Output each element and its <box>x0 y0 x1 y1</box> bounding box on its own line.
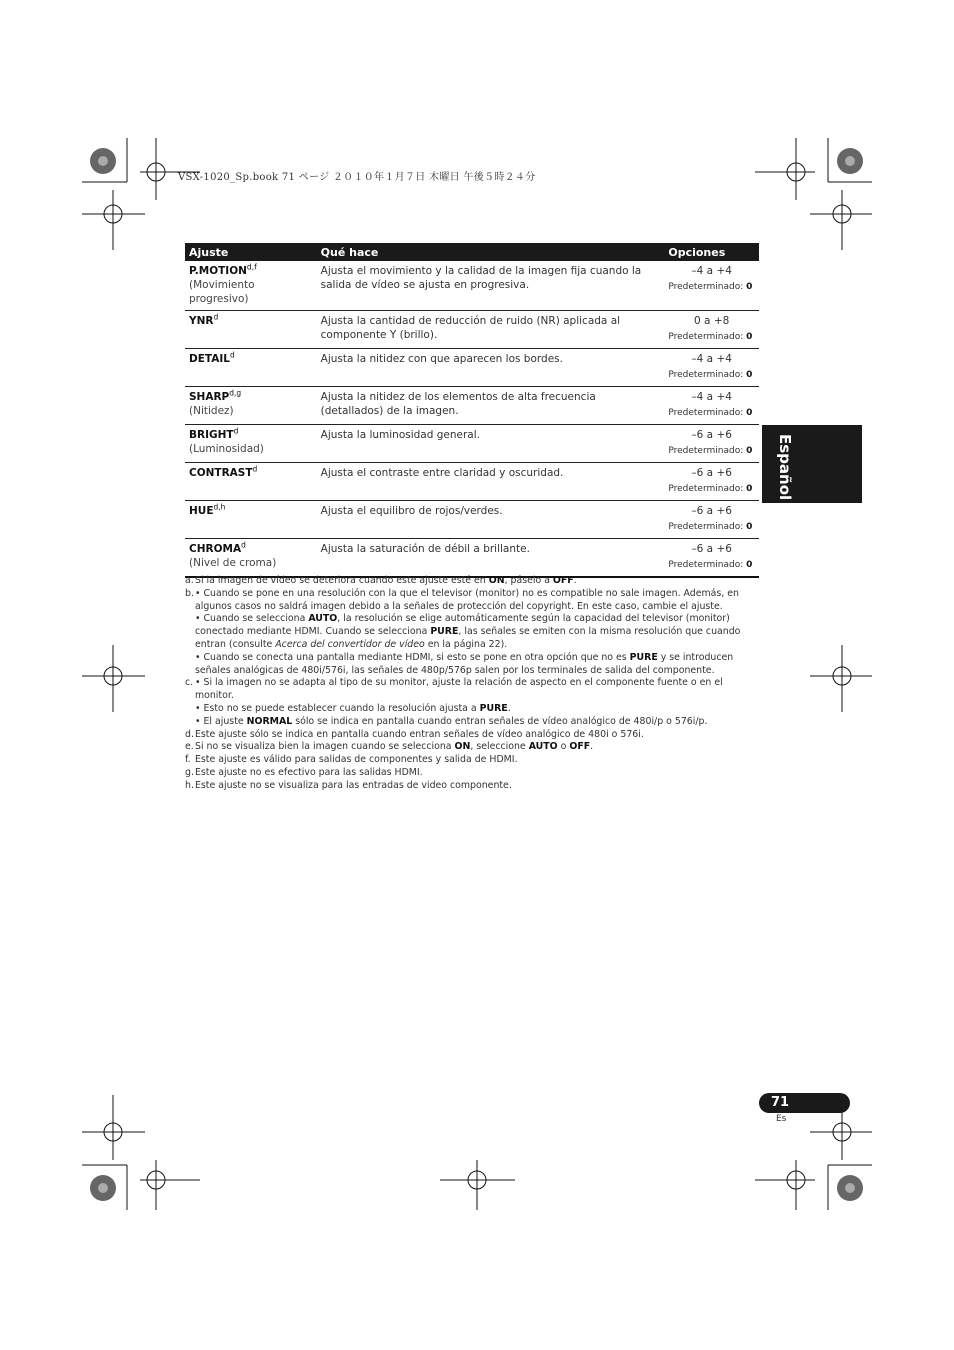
footnote-d: d. Este ajuste sólo se indica en pantalla cuando entran señales de vídeo analógico de 480i o 576i. <box>185 728 644 740</box>
setting-subname: (Movimiento progresivo) <box>189 279 255 305</box>
header-setting: Ajuste <box>185 243 317 261</box>
setting-description: Ajusta la nitidez con que aparecen los bordes. <box>317 349 665 387</box>
setting-range: –4 a +4 <box>691 391 732 403</box>
setting-description: Ajusta la luminosidad general. <box>317 425 665 463</box>
language-label: Español <box>776 434 794 501</box>
footnote-b-item: • Cuando se selecciona AUTO, la resolución se elige automáticamente según la capacidad del televisor (monitor) conectado mediante HDMI. Cuando se selecciona PURE, las señales se emiten con la misma resolución que cuando entran (consulte Acerca del convertidor de vídeo en la página 22). <box>195 613 741 650</box>
setting-subname: (Nivel de croma) <box>189 557 277 569</box>
setting-description: Ajusta el contraste entre claridad y oscuridad. <box>317 463 665 501</box>
setting-name: BRIGHT$^d$ <box>189 426 239 441</box>
setting-default: Predeterminado: 0 <box>668 560 753 570</box>
language-side-tab <box>762 425 862 503</box>
setting-range: –6 a +6 <box>691 543 732 555</box>
setting-range: –4 a +4 <box>691 265 732 277</box>
setting-name: HUE$^{d,h}$ <box>189 502 226 517</box>
setting-default: Predeterminado: 0 <box>668 522 753 532</box>
setting-default: Predeterminado: 0 <box>668 446 753 456</box>
setting-name: SHARP$^{d,g}$ <box>189 388 242 403</box>
table-row <box>185 463 759 501</box>
table-row <box>185 387 759 425</box>
setting-description: Ajusta el equilibro de rojos/verdes. <box>317 501 665 539</box>
setting-default: Predeterminado: 0 <box>668 282 753 292</box>
footnotes <box>185 575 760 793</box>
setting-subname: (Luminosidad) <box>189 443 264 455</box>
footnote-a: a. Si la imagen de vídeo se deteriora cuando este ajuste esté en ON, páselo a OFF. <box>185 575 577 586</box>
footnote-b: b. • Cuando se pone en una resolución con la que el televisor (monitor) no es compatible no sale imagen. Además, en algunos casos no saldrá imagen debido a la señales de protección del copyright. En este caso, cambie el ajuste. <box>185 587 739 612</box>
table-row <box>185 311 759 349</box>
table-row <box>185 425 759 463</box>
setting-description: Ajusta la nitidez de los elementos de alta frecuencia (detallados) de la imagen. <box>317 387 665 425</box>
setting-subname: (Nitidez) <box>189 405 234 417</box>
setting-name: DETAIL$^d$ <box>189 350 235 365</box>
setting-default: Predeterminado: 0 <box>668 370 753 380</box>
footnote-c: c. • Si la imagen no se adapta al tipo de su monitor, ajuste la relación de aspecto en el componente fuente o en el monitor. <box>185 677 723 702</box>
footnote-f: f. Este ajuste es válido para salidas de componentes y salida de HDMI. <box>185 754 518 766</box>
footnote-c-item: • El ajuste NORMAL sólo se indica en pantalla cuando entran señales de vídeo analógico de 480i/p o 576i/p. <box>195 715 708 727</box>
setting-default: Predeterminado: 0 <box>668 484 753 494</box>
crop-mark-mid-left <box>82 645 145 712</box>
setting-name: P.MOTION$^{d,f}$ <box>189 262 257 277</box>
setting-name: YNR$^d$ <box>189 312 219 327</box>
setting-name: CHROMA$^d$ <box>189 540 246 555</box>
table-row <box>185 501 759 539</box>
setting-range: –6 a +6 <box>691 467 732 479</box>
table-row <box>185 539 759 578</box>
setting-description: Ajusta el movimiento y la calidad de la imagen fija cuando la salida de vídeo se ajusta en progresiva. <box>317 261 665 311</box>
footnote-b-item: • Cuando se conecta una pantalla mediante HDMI, si esto se pone en otra opción que no es PURE y se introducen señales analógicas de 480i/576i, las señales de 480p/576p salen por los terminales de salida del componente. <box>195 651 734 676</box>
sunburst-bottom-right <box>837 1175 863 1201</box>
print-header-line: VSX-1020_Sp.book 71 ページ ２０１０年１月７日 木曜日 午後５時２４分 <box>178 172 536 183</box>
video-settings-table <box>185 243 759 578</box>
setting-range: –4 a +4 <box>691 353 732 365</box>
footnote-e: e. Si no se visualiza bien la imagen cuando se selecciona ON, seleccione AUTO o OFF. <box>185 741 594 753</box>
setting-range: 0 a +8 <box>694 315 730 327</box>
page-language-code: Es <box>776 1114 787 1124</box>
setting-range: –6 a +6 <box>691 429 732 441</box>
footnote-g: g. Este ajuste no es efectivo para las salidas HDMI. <box>185 766 423 778</box>
setting-default: Predeterminado: 0 <box>668 408 753 418</box>
header-options: Opciones <box>664 243 759 261</box>
setting-range: –6 a +6 <box>691 505 732 517</box>
sunburst-top-left <box>90 148 116 174</box>
table-row <box>185 261 759 311</box>
footnote-h: h. Este ajuste no se visualiza para las entradas de video componente. <box>185 779 512 791</box>
setting-description: Ajusta la saturación de débil a brillante. <box>317 539 665 578</box>
setting-default: Predeterminado: 0 <box>668 332 753 342</box>
crop-mark-mid-right <box>810 645 872 712</box>
header-what: Qué hace <box>317 243 665 261</box>
setting-name: CONTRAST$^d$ <box>189 464 258 479</box>
footnote-c-item: • Esto no se puede establecer cuando la resolución ajusta a PURE. <box>195 702 511 714</box>
table-header-row <box>185 243 759 261</box>
setting-description: Ajusta la cantidad de reducción de ruido (NR) aplicada al componente Y (brillo). <box>317 311 665 349</box>
sunburst-bottom-left <box>90 1175 116 1201</box>
page-number-badge <box>759 1093 850 1113</box>
page-number: 71 <box>771 1095 790 1110</box>
crop-mark-bottom-center <box>440 1160 515 1210</box>
sunburst-top-right <box>837 148 863 174</box>
table-row <box>185 349 759 387</box>
